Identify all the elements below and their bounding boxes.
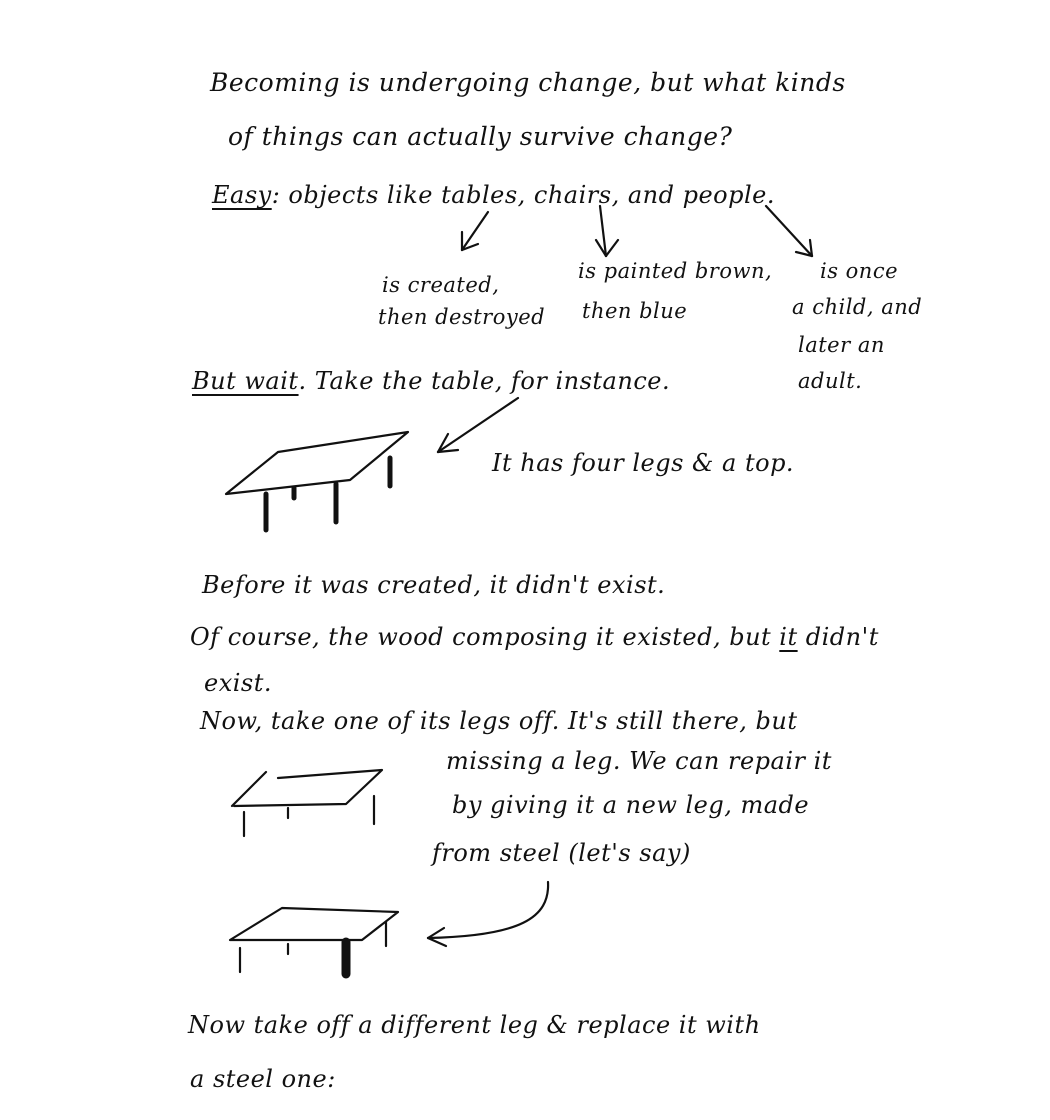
annotation-table-2: then destroyed [378, 305, 546, 329]
but-wait-text: . Take the table, for instance. [298, 367, 671, 395]
easy-text: : objects like tables, chairs, and people. [271, 181, 775, 209]
annotation-table-1: is created, [382, 273, 500, 297]
now-line-1: Now, take one of its legs off. It's still there, but [200, 707, 798, 735]
arrow-to-repaired-table-icon [428, 882, 548, 946]
annotation-chair-2: then blue [582, 299, 688, 323]
four-legs-text: It has four legs & a top. [492, 449, 795, 477]
table-missing-leg-icon [232, 770, 382, 836]
final-line-2: a steel one: [190, 1065, 336, 1093]
easy-label: Easy [212, 181, 272, 209]
arrow-tables-icon [462, 212, 488, 250]
intro-line-1: Becoming is undergoing change, but what kinds [210, 68, 846, 97]
before-line-2-emphasis: it [779, 623, 798, 651]
arrow-to-table-icon [438, 398, 518, 452]
arrow-people-icon [766, 206, 812, 256]
but-wait-label: But wait [192, 367, 299, 395]
now-line-2: missing a leg. We can repair it [446, 747, 832, 775]
now-line-3: by giving it a new leg, made [452, 791, 810, 819]
intro-line-2: of things can actually survive change? [228, 122, 733, 151]
before-line-3: exist. [204, 669, 273, 697]
now-line-4: from steel (let's say) [432, 839, 691, 867]
annotation-people-1: is once [820, 259, 899, 283]
annotation-chair-1: is painted brown, [578, 259, 773, 283]
before-line-1: Before it was created, it didn't exist. [202, 571, 666, 599]
annotation-people-4: adult. [798, 369, 863, 393]
final-line-1: Now take off a different leg & replace it with [188, 1011, 761, 1039]
arrow-chairs-icon [596, 206, 618, 256]
before-line-2c: didn't [797, 623, 879, 651]
annotation-people-2: a child, and [792, 295, 923, 319]
annotation-people-3: later an [798, 333, 885, 357]
table-steel-leg-icon [230, 908, 398, 974]
before-line-2a: Of course, the wood composing it existed, but [190, 623, 780, 651]
table-four-legs-icon [226, 432, 408, 530]
